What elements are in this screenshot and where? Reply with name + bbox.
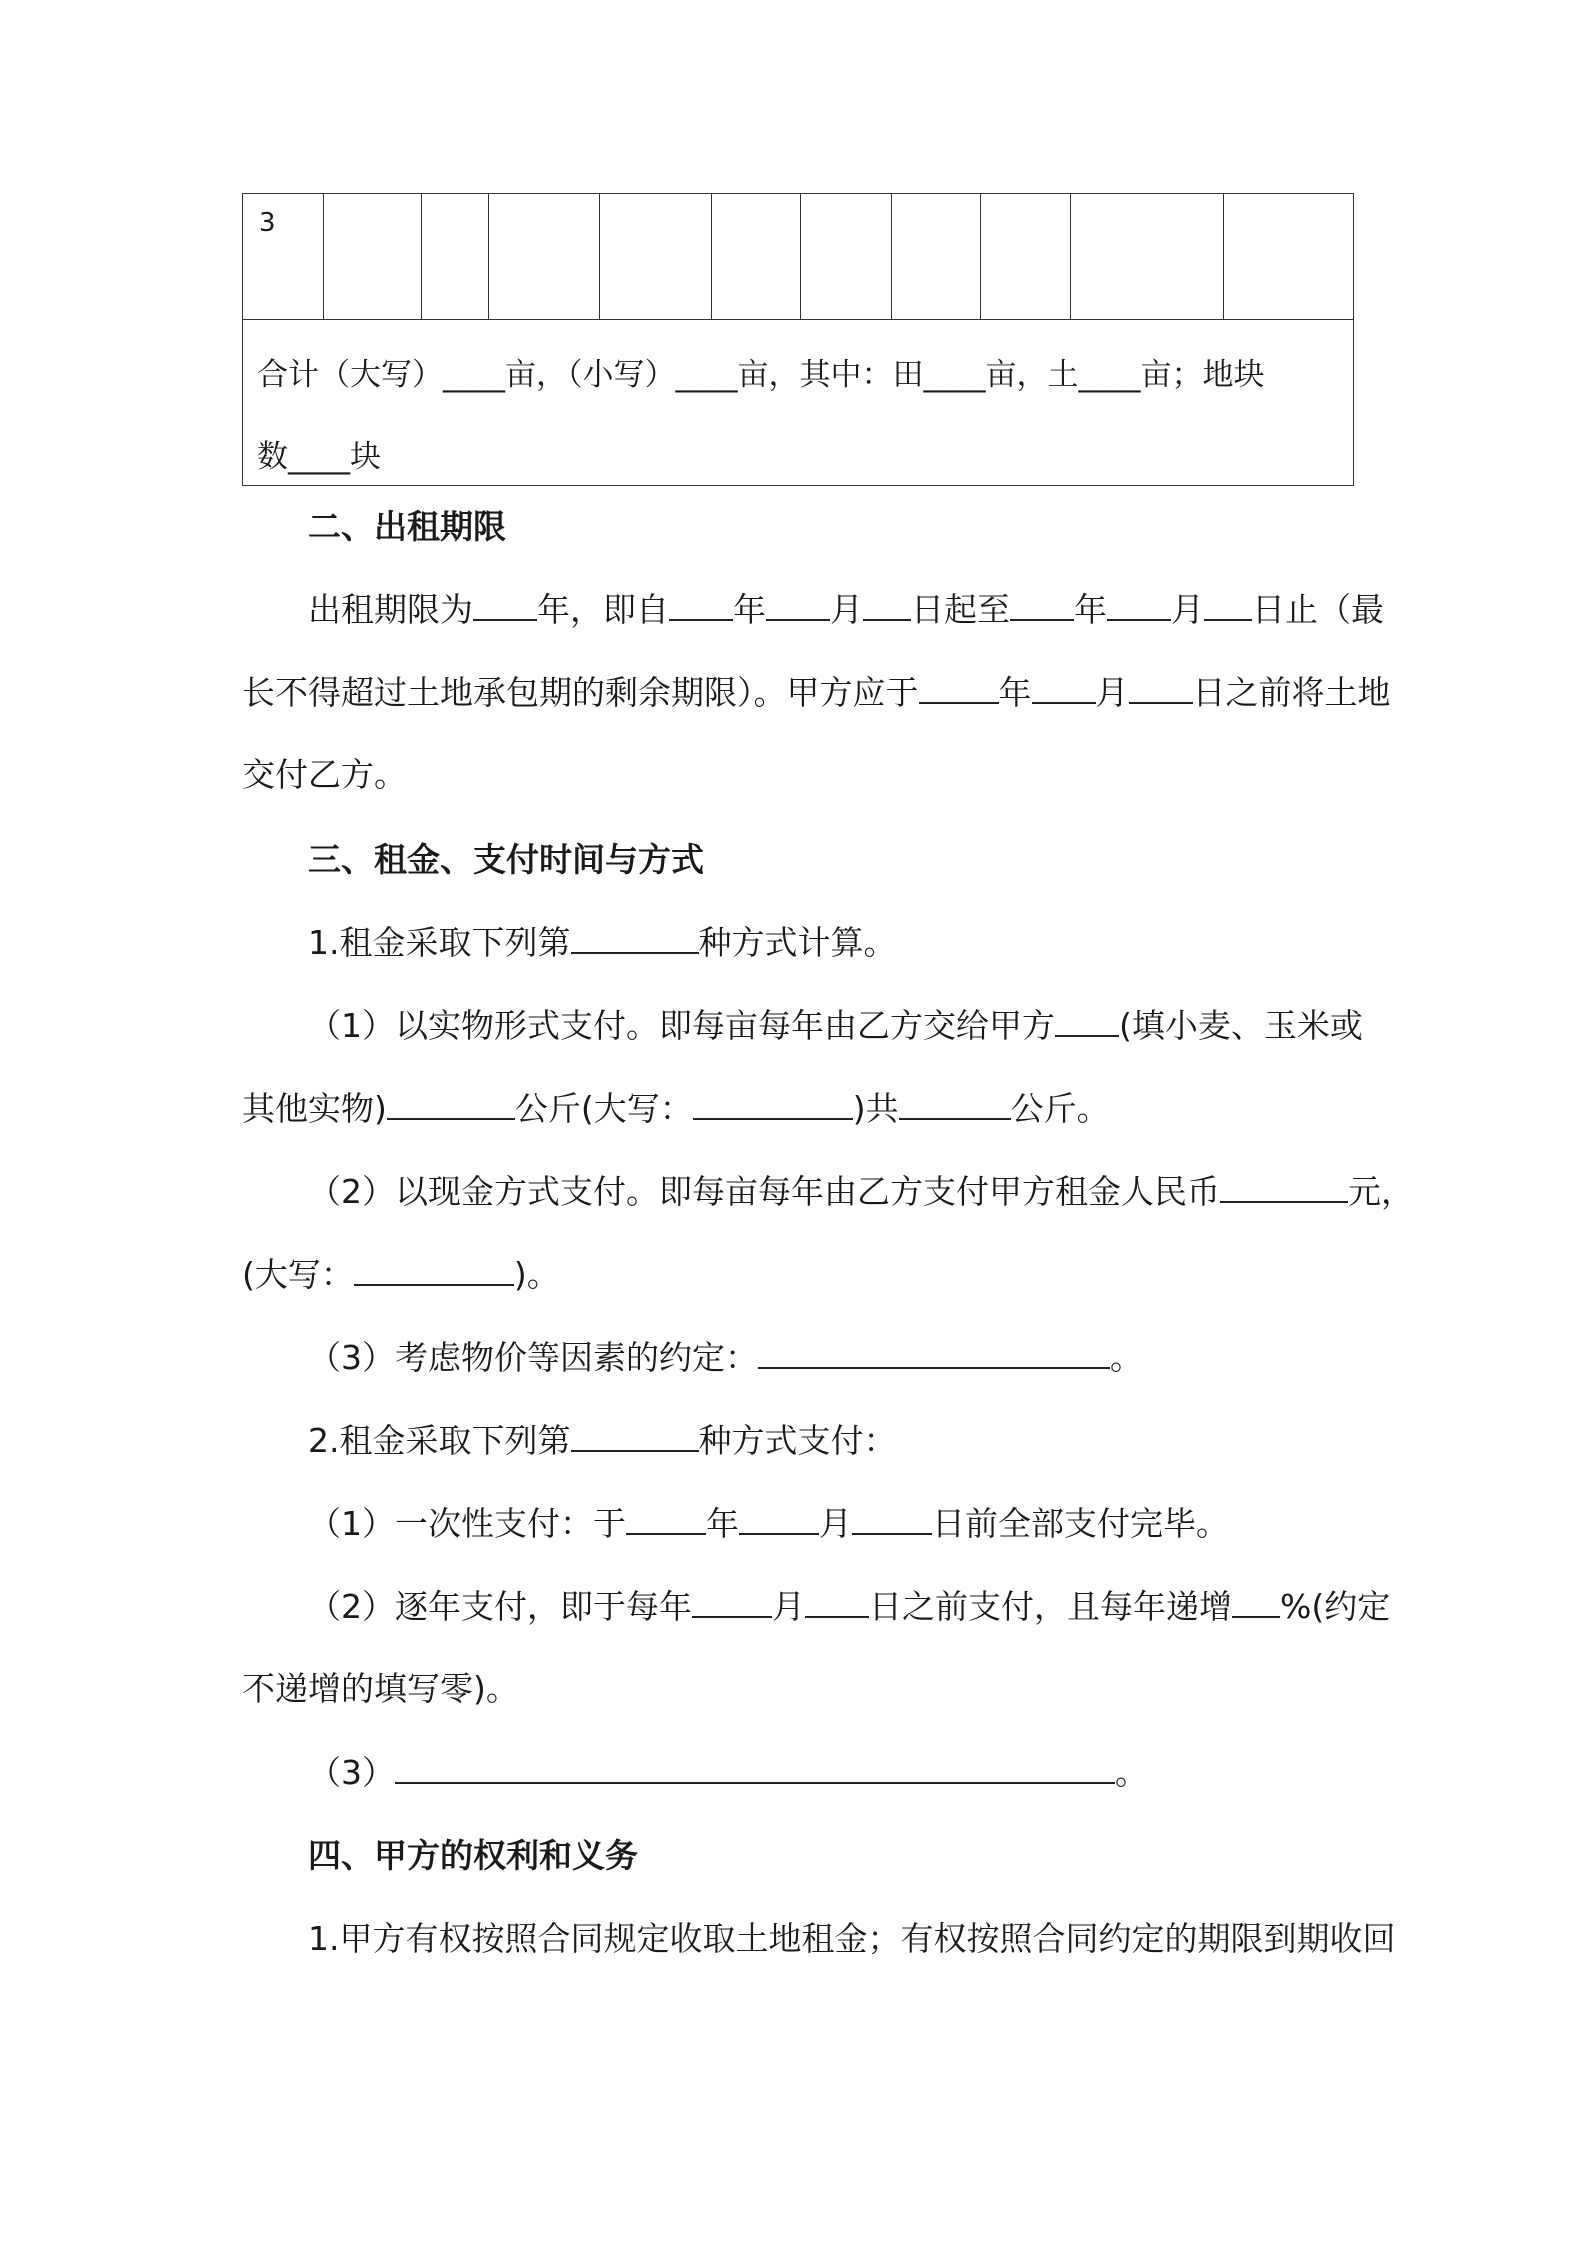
blank-field[interactable] xyxy=(852,1503,932,1535)
paragraph-line: (大写： )。 xyxy=(242,1255,560,1294)
blank-field[interactable] xyxy=(863,589,911,621)
section-heading: 三、租金、支付时间与方式 xyxy=(308,840,704,879)
blank-field[interactable] xyxy=(1129,672,1193,704)
paragraph-line: 交付乙方。 xyxy=(242,755,407,794)
paragraph-line: 长不得超过土地承包期的剩余期限）。甲方应于 年 月 日之前将土地 xyxy=(242,673,1391,712)
paragraph-line: （1）以实物形式支付。即每亩每年由乙方交给甲方 (填小麦、玉米或 xyxy=(308,1006,1363,1045)
land-table xyxy=(242,193,1354,486)
table-cell xyxy=(711,194,801,319)
blank-field[interactable] xyxy=(626,1503,706,1535)
blank-field[interactable] xyxy=(1055,1005,1119,1037)
table-cell xyxy=(599,194,712,319)
paragraph-line: 出租期限为 年，即自 年 月 日起至 年 月 日止（最 xyxy=(308,590,1384,629)
blank-field[interactable] xyxy=(919,672,999,704)
paragraph-line: 其他实物) 公斤(大写： )共 公斤。 xyxy=(242,1089,1110,1128)
blank-field[interactable] xyxy=(387,1088,515,1120)
paragraph-line: （3） 。 xyxy=(308,1753,1148,1792)
paragraph-line: 1.甲方有权按照合同规定收取土地租金；有权按照合同约定的期限到期收回 xyxy=(308,1919,1396,1958)
table-cell xyxy=(323,194,422,319)
section-heading: 四、甲方的权利和义务 xyxy=(308,1836,638,1875)
table-cell xyxy=(488,194,600,319)
paragraph-line: （2）逐年支付，即于每年 月 日之前支付，且每年递增 %(约定 xyxy=(308,1587,1391,1626)
section-heading: 二、出租期限 xyxy=(308,507,506,546)
blank-field[interactable] xyxy=(692,1586,772,1618)
blank-field[interactable] xyxy=(1010,589,1074,621)
table-total xyxy=(257,334,1339,498)
blank-field[interactable] xyxy=(766,589,830,621)
total-line: 合计（大写）____亩，（小写）____亩，其中：田____亩，土____亩；地块 xyxy=(257,357,1265,393)
blank-field[interactable] xyxy=(739,1503,819,1535)
table-cell xyxy=(421,194,489,319)
table-cell xyxy=(1070,194,1224,319)
blank-field[interactable] xyxy=(571,922,699,954)
blank-field[interactable] xyxy=(473,589,537,621)
table-cell xyxy=(243,194,324,319)
blank-field[interactable] xyxy=(669,589,733,621)
blank-field[interactable] xyxy=(805,1586,869,1618)
paragraph-line: （3）考虑物价等因素的约定： 。 xyxy=(308,1338,1143,1377)
paragraph-line: （1）一次性支付：于 年 月 日前全部支付完毕。 xyxy=(308,1504,1229,1543)
table-cell xyxy=(891,194,981,319)
table-cell xyxy=(980,194,1071,319)
blank-field[interactable] xyxy=(693,1088,853,1120)
paragraph-line: （2）以现金方式支付。即每亩每年由乙方支付甲方租金人民币 元， xyxy=(308,1172,1414,1211)
blank-field[interactable] xyxy=(571,1420,699,1452)
blank-field[interactable] xyxy=(395,1752,1115,1784)
blank-field[interactable] xyxy=(899,1088,1011,1120)
blank-field[interactable] xyxy=(1107,589,1171,621)
blank-field[interactable] xyxy=(1220,1171,1348,1203)
paragraph-line: 不递增的填写零)。 xyxy=(242,1669,519,1708)
total-line: 数____块 xyxy=(257,439,381,475)
paragraph-line: 1.租金采取下列第 种方式计算。 xyxy=(308,923,897,962)
blank-field[interactable] xyxy=(1204,589,1252,621)
table-row xyxy=(243,194,1353,320)
blank-field[interactable] xyxy=(354,1254,514,1286)
paragraph-line: 2.租金采取下列第 种方式支付： xyxy=(308,1421,897,1460)
blank-field[interactable] xyxy=(1232,1586,1280,1618)
row-number: 3 xyxy=(259,208,276,238)
table-cell xyxy=(800,194,892,319)
blank-field[interactable] xyxy=(758,1337,1110,1369)
blank-field[interactable] xyxy=(1032,672,1096,704)
